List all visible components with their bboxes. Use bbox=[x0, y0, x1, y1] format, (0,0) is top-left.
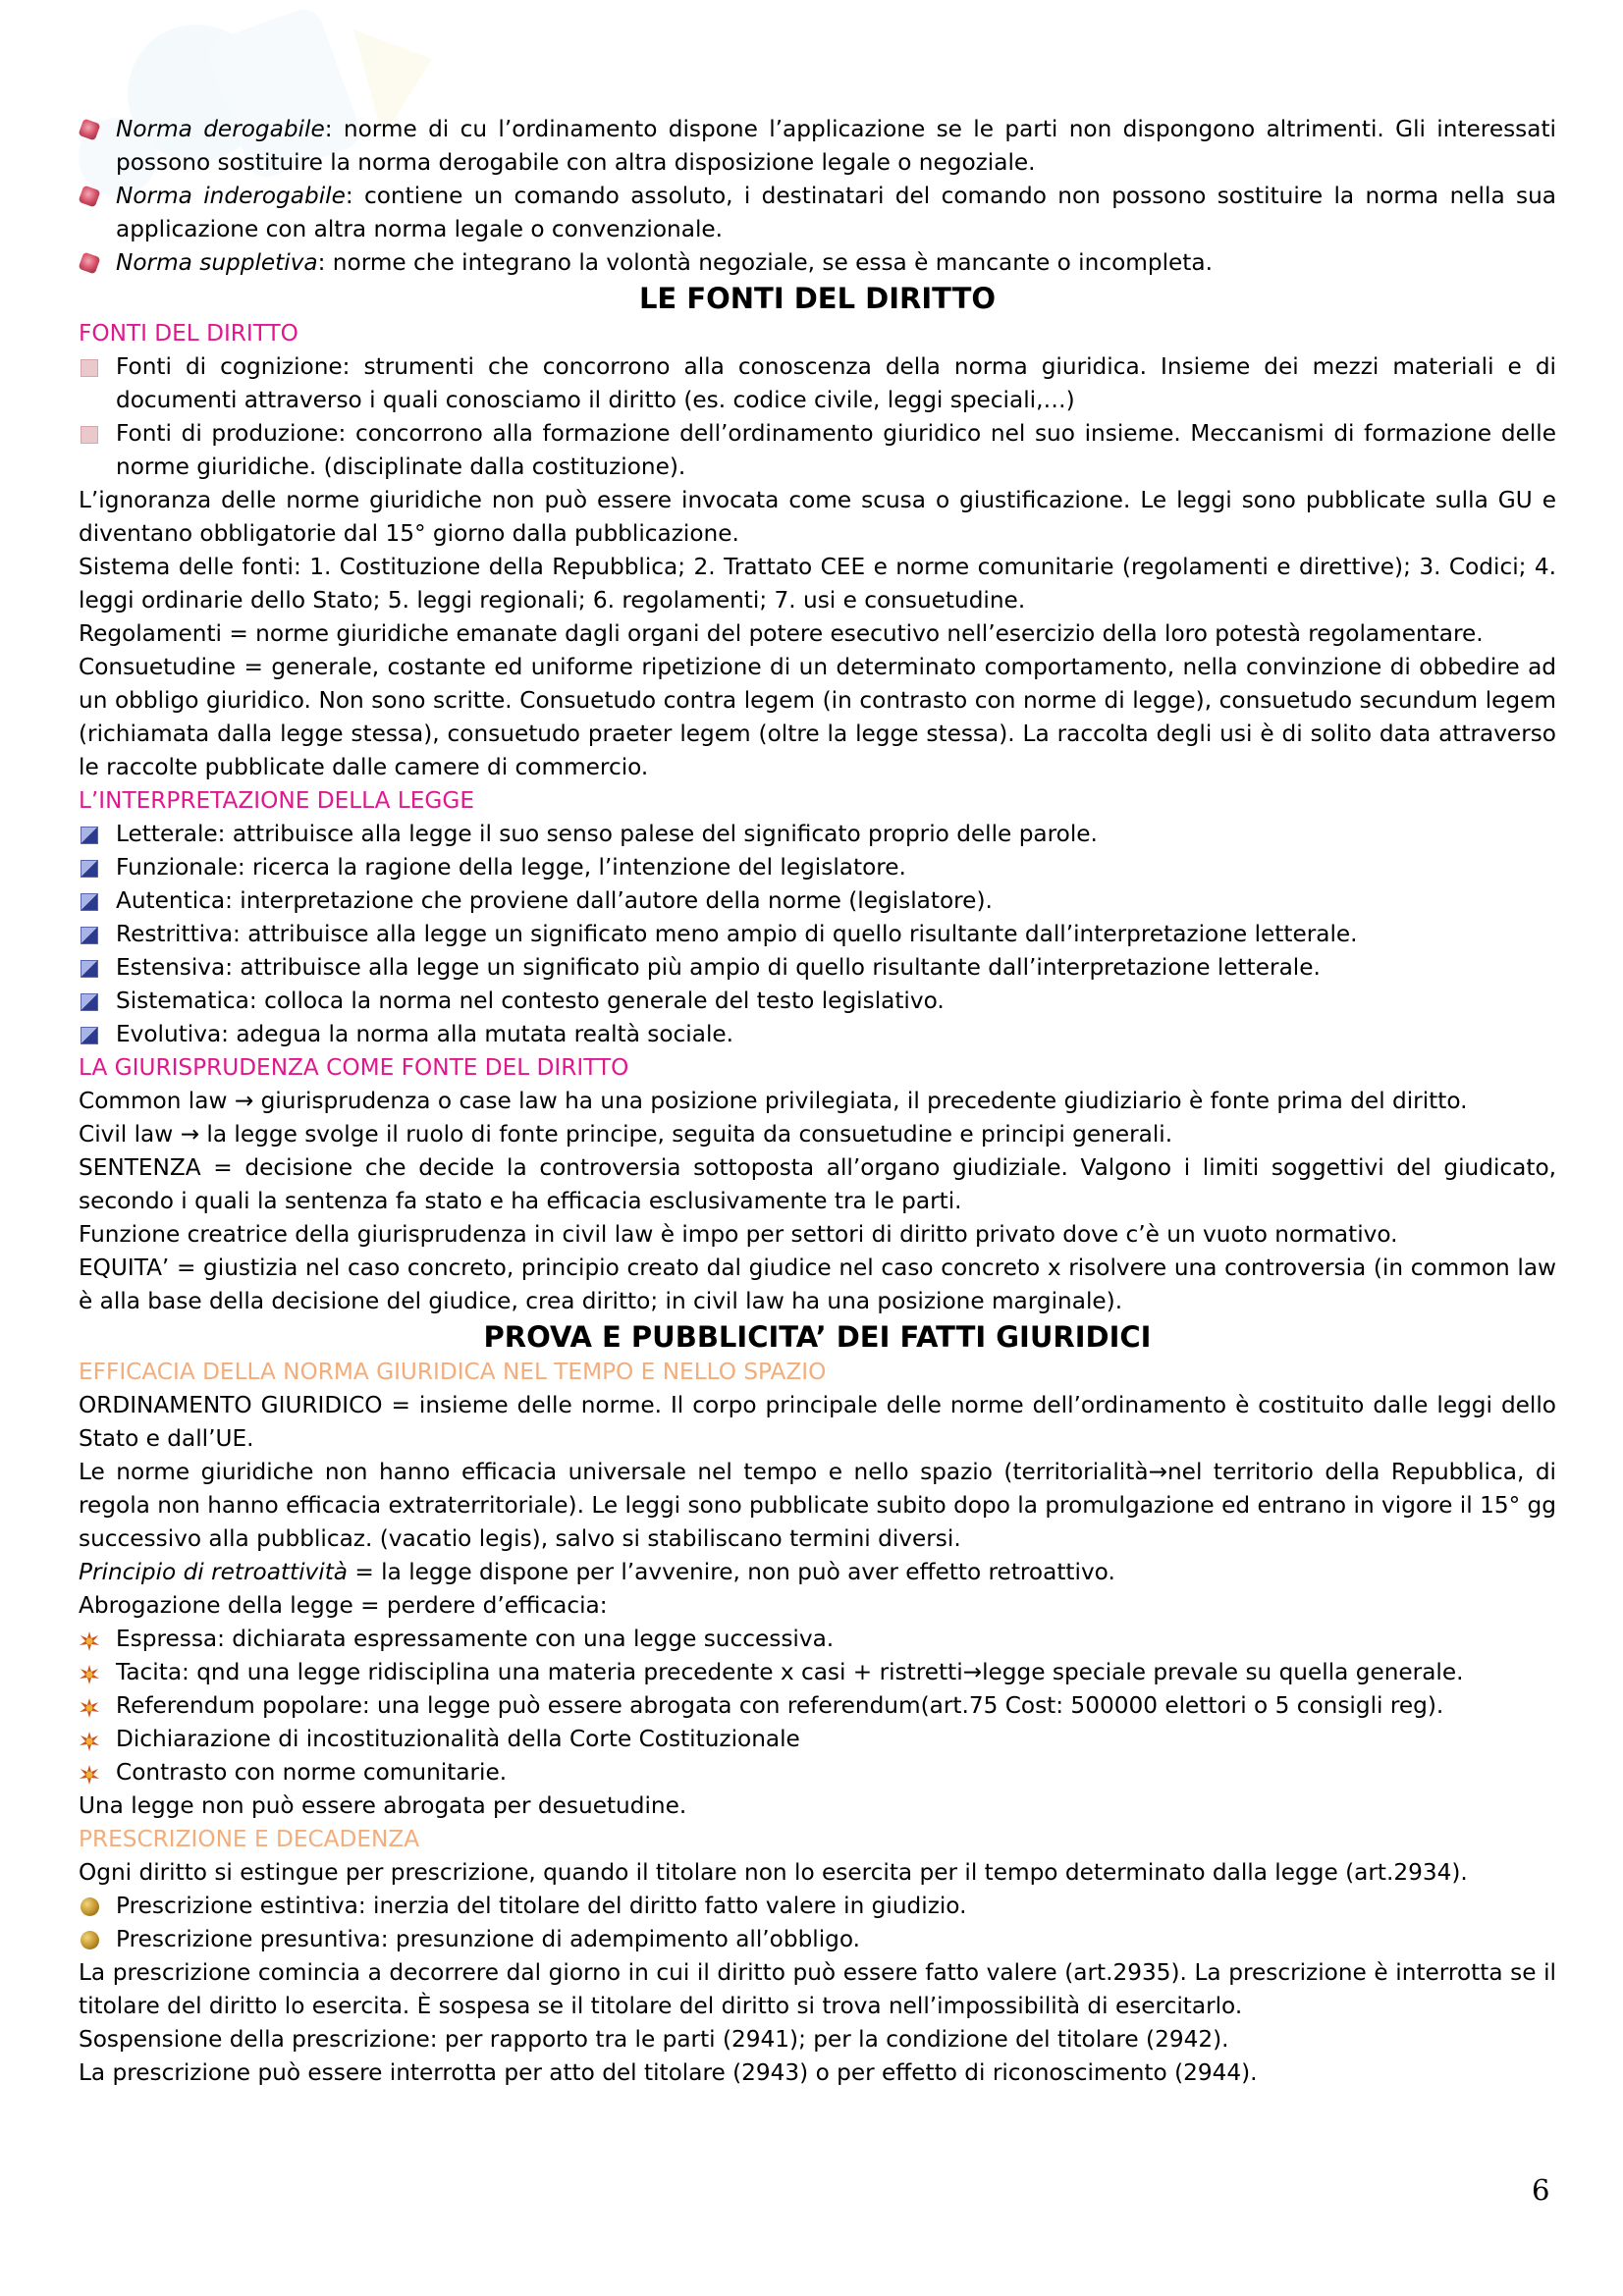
text: : norme di cu l’ordinamento dispone l’applicazione se le parti non dispongono altrimenti. Gli interessati possono sostituire la norma derogabile con altra disposizione legale o negoziale. bbox=[116, 116, 1556, 176]
text: Abrogazione della legge = perdere d’efficacia: bbox=[79, 1592, 608, 1619]
paragraph bbox=[79, 1856, 1556, 1890]
subsection-title bbox=[79, 784, 1556, 818]
paragraph bbox=[79, 1956, 1556, 2023]
text: = la legge dispone per l’avvenire, non può aver effetto retroattivo. bbox=[348, 1559, 1115, 1585]
blue-square-bullet-icon bbox=[81, 860, 98, 878]
paragraph bbox=[79, 1789, 1556, 1823]
paragraph bbox=[79, 2023, 1556, 2056]
bullet-item bbox=[79, 1018, 1556, 1051]
paragraph bbox=[79, 1085, 1556, 1118]
bullet-item bbox=[79, 246, 1556, 280]
text: Referendum popolare: una legge può essere abrogata con referendum(art.75 Cost: 500000 elettori o 5 consigli reg). bbox=[116, 1692, 1444, 1719]
paragraph bbox=[79, 651, 1556, 784]
paragraph bbox=[79, 1589, 1556, 1623]
text: Letterale: attribuisce alla legge il suo senso palese del significato proprio delle parole. bbox=[116, 821, 1098, 847]
paragraph bbox=[79, 1218, 1556, 1252]
text: Estensiva: attribuisce alla legge un significato più ampio di quello risultante dall’interpretazione letterale. bbox=[116, 954, 1321, 981]
bullet-item bbox=[79, 1656, 1556, 1689]
text: Tacita: qnd una legge ridisciplina una materia precedente x casi + ristretti→legge speciale prevale su quella generale. bbox=[116, 1659, 1464, 1685]
document-body bbox=[79, 113, 1556, 2090]
text: Sistematica: colloca la norma nel contesto generale del testo legislativo. bbox=[116, 988, 945, 1014]
section-heading bbox=[79, 280, 1556, 317]
text: EFFICACIA DELLA NORMA GIURIDICA NEL TEMPO E NELLO SPAZIO bbox=[79, 1359, 827, 1385]
bullet-item bbox=[79, 1756, 1556, 1789]
blue-square-bullet-icon bbox=[81, 960, 98, 978]
italic-term: Norma suppletiva bbox=[116, 249, 318, 276]
blue-square-bullet-icon bbox=[81, 893, 98, 911]
text: Consuetudine = generale, costante ed uniforme ripetizione di un determinato comportamento, nella convinzione di obbedire ad un obbligo giuridico. Non sono scritte. Consuetudo contra legem (in contrasto con norme di legge), consuetudo secundum legem (richiamata dalla legge stessa), consuetudo praeter legem (oltre la legge stessa). La raccolta degli usi è di solito data attraverso le raccolte pubblicate dalle camere di commercio. bbox=[79, 654, 1556, 780]
text: Sospensione della prescrizione: per rapporto tra le parti (2941); per la condizione del titolare (2942). bbox=[79, 2026, 1229, 2053]
bullet-item bbox=[79, 350, 1556, 417]
text: Ogni diritto si estingue per prescrizione, quando il titolare non lo esercita per il tempo determinato dalla legge (art.2934). bbox=[79, 1859, 1468, 1886]
bullet-item bbox=[79, 851, 1556, 884]
bullet-item bbox=[79, 1723, 1556, 1756]
star-bullet-icon bbox=[79, 1729, 100, 1750]
text: FONTI DEL DIRITTO bbox=[79, 320, 298, 347]
text: Espressa: dichiarata espressamente con una legge successiva. bbox=[116, 1626, 835, 1652]
text: Fonti di cognizione: strumenti che concorrono alla conoscenza della norma giuridica. Insieme dei mezzi materiali e di documenti attraverso i quali conosciamo il diritto (es. codice civile, leggi speciali,…) bbox=[116, 353, 1556, 413]
blue-square-bullet-icon bbox=[81, 1027, 98, 1044]
star-bullet-icon bbox=[79, 1762, 100, 1784]
text: Prescrizione presuntiva: presunzione di adempimento all’obbligo. bbox=[116, 1926, 861, 1952]
bullet-item bbox=[79, 818, 1556, 851]
section-heading bbox=[79, 1318, 1556, 1356]
text: Prescrizione estintiva: inerzia del titolare del diritto fatto valere in giudizio. bbox=[116, 1893, 967, 1919]
blue-square-bullet-icon bbox=[81, 827, 98, 844]
star-bullet-icon bbox=[79, 1629, 100, 1650]
text: La prescrizione può essere interrotta per atto del titolare (2943) o per effetto di riconoscimento (2944). bbox=[79, 2059, 1258, 2086]
text: L’ignoranza delle norme giuridiche non può essere invocata come scusa o giustificazione. Le leggi sono pubblicate sulla GU e diventano obbligatorie dal 15° giorno dalla pubblicazione. bbox=[79, 487, 1556, 547]
text: Funzione creatrice della giurisprudenza in civil law è impo per settori di diritto privato dove c’è un vuoto normativo. bbox=[79, 1221, 1398, 1248]
text: Restrittiva: attribuisce alla legge un significato meno ampio di quello risultante dall’interpretazione letterale. bbox=[116, 921, 1358, 947]
text: Regolamenti = norme giuridiche emanate dagli organi del potere esecutivo nell’esercizio della loro potestà regolamentare. bbox=[79, 620, 1484, 647]
paragraph bbox=[79, 1151, 1556, 1218]
paragraph bbox=[79, 1456, 1556, 1556]
ball-bullet-icon bbox=[81, 1897, 99, 1916]
text: EQUITA’ = giustizia nel caso concreto, principio creato dal giudice nel caso concreto x risolvere una controversia (in common law è alla base della decisione del giudice, crea diritto; in civil law ha una posizione marginale). bbox=[79, 1255, 1556, 1314]
text: Autentica: interpretazione che proviene dall’autore della norme (legislatore). bbox=[116, 887, 993, 914]
text: PROVA E PUBBLICITA’ DEI FATTI GIURIDICI bbox=[483, 1320, 1152, 1354]
text: Contrasto con norme comunitarie. bbox=[116, 1759, 508, 1786]
bullet-item bbox=[79, 417, 1556, 484]
paragraph bbox=[79, 1252, 1556, 1318]
bullet-item bbox=[79, 1890, 1556, 1923]
paragraph bbox=[79, 1118, 1556, 1151]
square-bullet-icon bbox=[81, 359, 98, 377]
blue-square-bullet-icon bbox=[81, 927, 98, 944]
text: ORDINAMENTO GIURIDICO = insieme delle norme. Il corpo principale delle norme dell’ordinamento è costituito dalle leggi dello Stato e dall’UE. bbox=[79, 1392, 1556, 1452]
text: La prescrizione comincia a decorrere dal giorno in cui il diritto può essere fatto valere (art.2935). La prescrizione è interrotta se il titolare del diritto lo esercita. È sospesa se il titolare del diritto si trova nell’impossibilità di esercitarlo. bbox=[79, 1959, 1556, 2019]
bullet-item bbox=[79, 1923, 1556, 1956]
star-bullet-icon bbox=[79, 1695, 100, 1717]
text: SENTENZA = decisione che decide la controversia sottoposta all’organo giudiziale. Valgono i limiti soggettivi del giudicato, secondo i quali la sentenza fa stato e ha efficacia esclusivamente tra le parti. bbox=[79, 1154, 1556, 1214]
text: LE FONTI DEL DIRITTO bbox=[638, 282, 997, 315]
bullet-item bbox=[79, 951, 1556, 985]
text: Evolutiva: adegua la norma alla mutata realtà sociale. bbox=[116, 1021, 734, 1047]
bullet-item bbox=[79, 1623, 1556, 1656]
star-bullet-icon bbox=[79, 1662, 100, 1683]
bullet-item bbox=[79, 884, 1556, 918]
bullet-item bbox=[79, 180, 1556, 246]
bullet-item bbox=[79, 1689, 1556, 1723]
rose-bullet-icon bbox=[78, 185, 100, 207]
rose-bullet-icon bbox=[78, 251, 100, 274]
text: Una legge non può essere abrogata per desuetudine. bbox=[79, 1792, 687, 1819]
subsection-title bbox=[79, 1823, 1556, 1856]
paragraph bbox=[79, 2056, 1556, 2090]
subsection-title bbox=[79, 1051, 1556, 1085]
square-bullet-icon bbox=[81, 426, 98, 444]
subsection-title bbox=[79, 1356, 1556, 1389]
text: Fonti di produzione: concorrono alla formazione dell’ordinamento giuridico nel suo insieme. Meccanismi di formazione delle norme giuridiche. (disciplinate dalla costituzione). bbox=[116, 420, 1556, 480]
rose-bullet-icon bbox=[78, 118, 100, 140]
text: PRESCRIZIONE E DECADENZA bbox=[79, 1826, 420, 1852]
paragraph bbox=[79, 1389, 1556, 1456]
text: Le norme giuridiche non hanno efficacia universale nel tempo e nello spazio (territorialità→nel territorio della Repubblica, di regola non hanno efficacia extraterritoriale). Le leggi sono pubblicate subito dopo la promulgazione ed entrano in vigore il 15° gg successivo alla pubblicaz. (vacatio legis), salvo si stabiliscano termini diversi. bbox=[79, 1459, 1556, 1552]
text: L’INTERPRETAZIONE DELLA LEGGE bbox=[79, 787, 474, 814]
text: : norme che integrano la volontà negoziale, se essa è mancante o incompleta. bbox=[317, 249, 1213, 276]
paragraph bbox=[79, 617, 1556, 651]
text: Civil law → la legge svolge il ruolo di fonte principe, seguita da consuetudine e principi generali. bbox=[79, 1121, 1173, 1148]
text: LA GIURISPRUDENZA COME FONTE DEL DIRITTO bbox=[79, 1054, 629, 1081]
bullet-item bbox=[79, 918, 1556, 951]
subsection-title bbox=[79, 317, 1556, 350]
bullet-item bbox=[79, 113, 1556, 180]
text: Funzionale: ricerca la ragione della legge, l’intenzione del legislatore. bbox=[116, 854, 906, 881]
paragraph bbox=[79, 484, 1556, 551]
ball-bullet-icon bbox=[81, 1931, 99, 1949]
text: Common law → giurisprudenza o case law ha una posizione privilegiata, il precedente giudiziario è fonte prima del diritto. bbox=[79, 1088, 1468, 1114]
italic-term: Norma derogabile bbox=[116, 116, 325, 142]
italic-term: Norma inderogabile bbox=[116, 183, 346, 209]
italic-term: Principio di retroattività bbox=[79, 1559, 349, 1585]
blue-square-bullet-icon bbox=[81, 993, 98, 1011]
paragraph bbox=[79, 1556, 1556, 1589]
bullet-item bbox=[79, 985, 1556, 1018]
text: Dichiarazione di incostituzionalità della Corte Costituzionale bbox=[116, 1726, 800, 1752]
paragraph bbox=[79, 551, 1556, 617]
text: : contiene un comando assoluto, i destinatari del comando non possono sostituire la norma nella sua applicazione con altra norma legale o convenzionale. bbox=[116, 183, 1556, 242]
text: Sistema delle fonti: 1. Costituzione della Repubblica; 2. Trattato CEE e norme comunitarie (regolamenti e direttive); 3. Codici; 4. leggi ordinarie dello Stato; 5. leggi regionali; 6. regolamenti; 7. usi e consuetudine. bbox=[79, 554, 1556, 614]
page-number: 6 bbox=[1532, 2173, 1550, 2207]
